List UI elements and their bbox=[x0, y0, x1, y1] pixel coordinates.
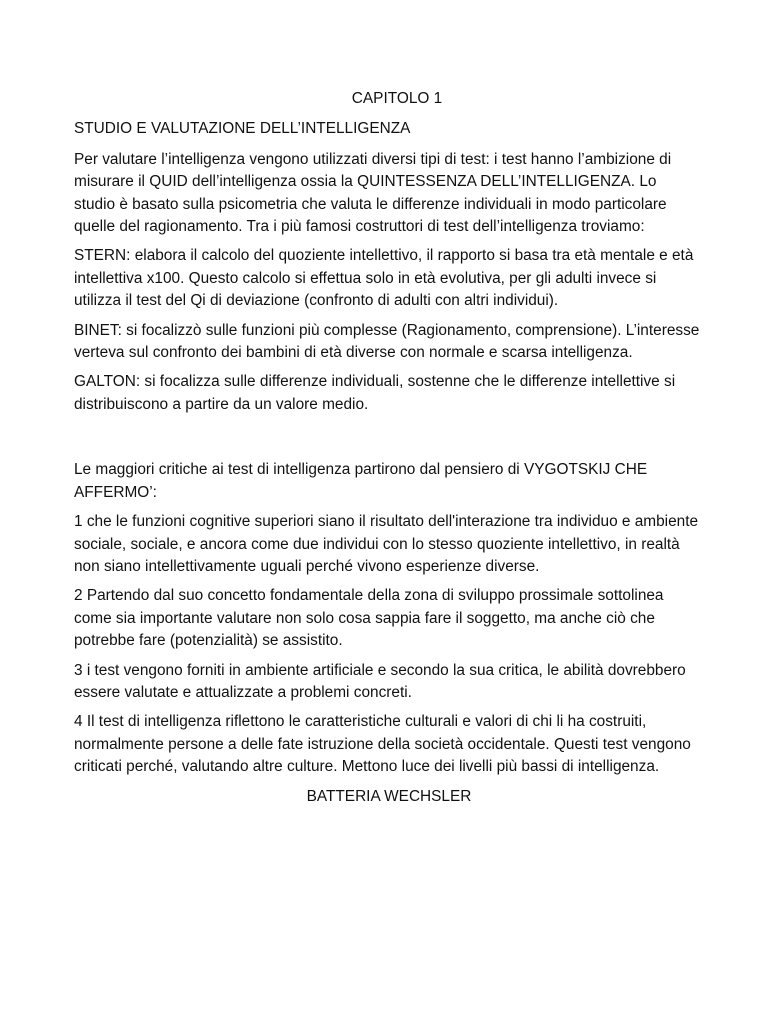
critic-item-4: 4 Il test di intelligenza riflettono le caratteristiche culturali e valori di chi li ha costruiti, normalmente persone a delle fate istruzione della società occidentale. Questi test vengono criticati perché, valutando altre culture. Mettono luce dei livelli più bassi di intelligenza. bbox=[74, 713, 691, 776]
paragraph-stern: STERN: elabora il calcolo del quoziente intellettivo, il rapporto si basa tra età mentale e età intellettiva x100. Questo calcolo si effettua solo in età evolutiva, per gli adulti invece si utilizza il test del Qi di deviazione (confronto di adulti con altri individui). bbox=[74, 247, 694, 310]
paragraph-binet: BINET: si focalizzò sulle funzioni più complesse (Ragionamento, comprensione). L’interesse verteva sul confronto dei bambini di età diverse con normale e scarsa intelligenza. bbox=[74, 321, 700, 362]
critic-item-3: 3 i test vengono forniti in ambiente artificiale e secondo la sua critica, le abilità dovrebbero essere valutate e attualizzate a problemi concreti. bbox=[74, 661, 686, 701]
section-title: STUDIO E VALUTAZIONE DELL’INTELLIGENZA bbox=[74, 120, 411, 138]
next-section-title: BATTERIA WECHSLER bbox=[306, 787, 472, 805]
critic-item-2: 2 Partendo dal suo concetto fondamentale della zona di sviluppo prossimale sottolinea come sia importante valutare non solo cosa sappia fare il soggetto, ma anche ciò che potrebbe fare (potenzialità) se assistito. bbox=[74, 587, 664, 650]
critics-intro: Le maggiori critiche ai test di intelligenza partirono dal pensiero di VYGOTSKIJ CHE AFFERMO’: bbox=[74, 461, 648, 501]
blank-space bbox=[74, 423, 700, 459]
document-content bbox=[74, 88, 700, 808]
critic-item-1: 1 che le funzioni cognitive superiori siano il risultato dell'interazione tra individuo e ambiente sociale, sociale, e ancora come due individui con lo stesso quoziente intellettivo, in realtà non siano intellettivamente uguali perché vivono esperienze diverse. bbox=[74, 513, 699, 575]
chapter-title: CAPITOLO 1 bbox=[351, 90, 443, 107]
paragraph-galton: GALTON: si focalizza sulle differenze individuali, sostenne che le differenze intellettive si distribuiscono a partire da un valore medio. bbox=[74, 373, 676, 413]
paragraph-intro: Per valutare l’intelligenza vengono utilizzati diversi tipi di test: i test hanno l’ambizione di misurare il QUID dell’intelligenza ossia la QUINTESSENZA DELL’INTELLIGENZA. Lo studio è basato sulla psicometria che valuta le differenze individuali in modo particolare quelle del ragionamento. Tra i più famosi costruttori di test dell’intelligenza troviamo: bbox=[74, 150, 672, 236]
